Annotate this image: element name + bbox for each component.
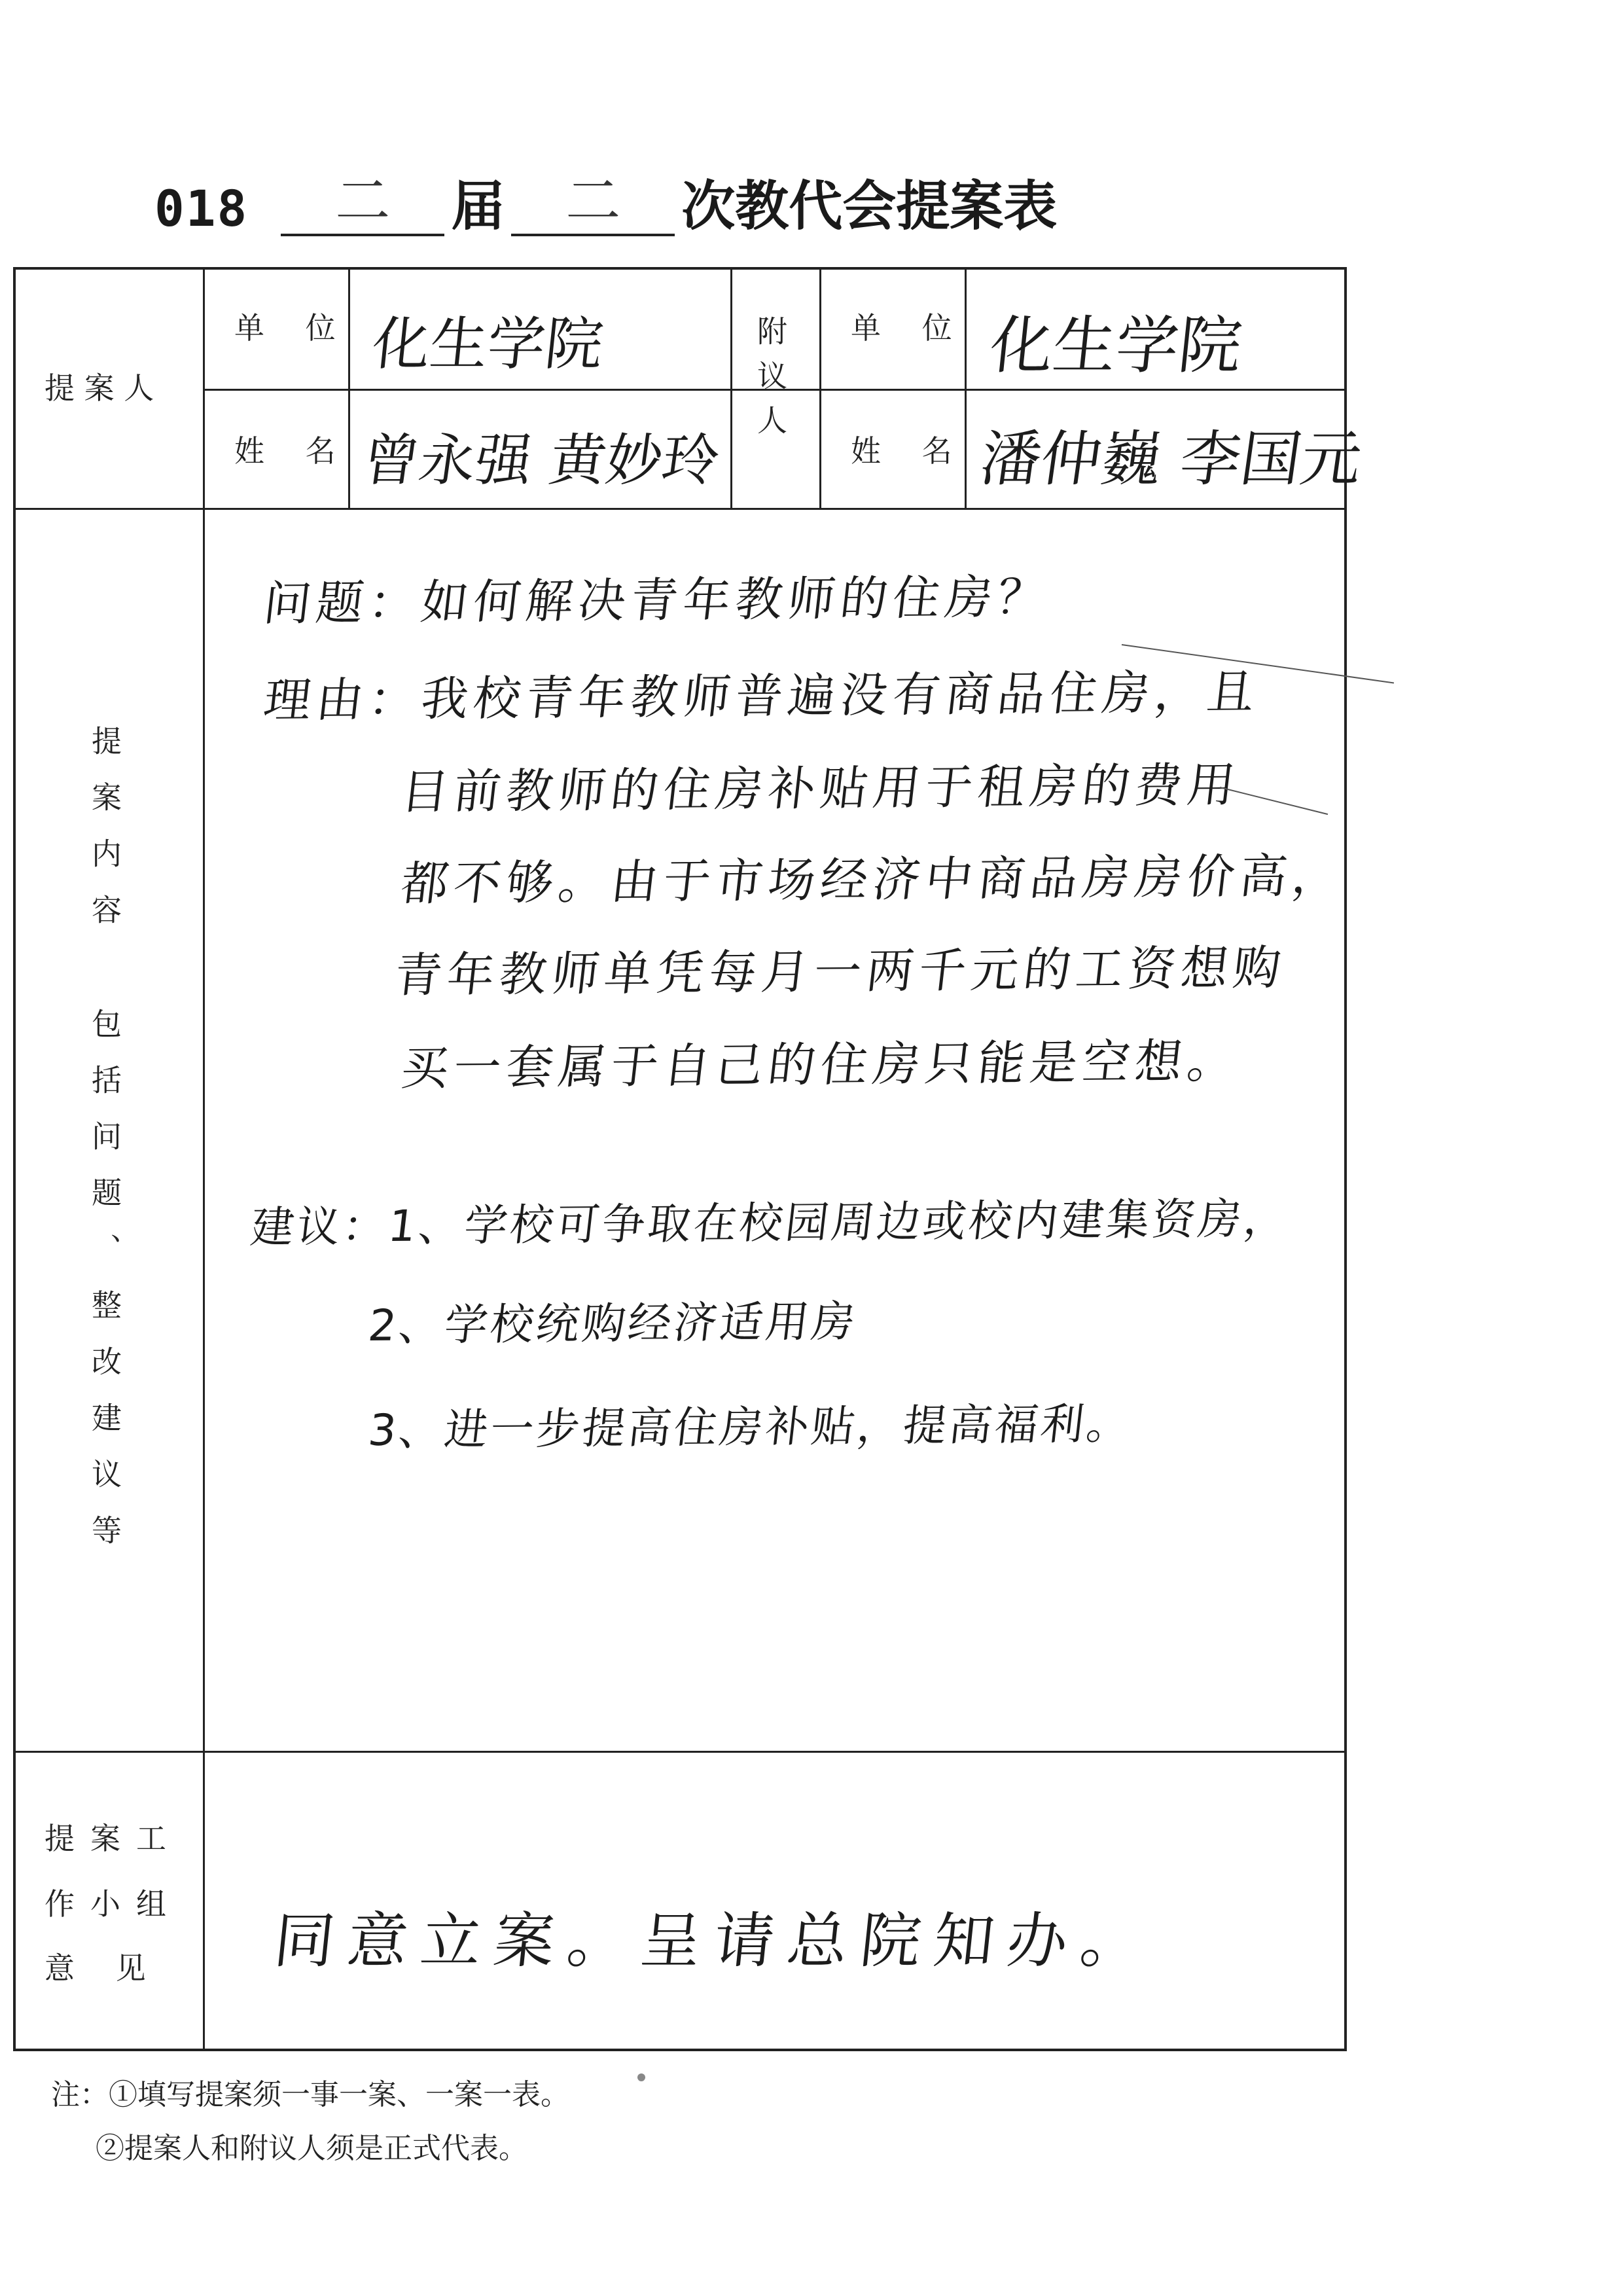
content-label-top: 提案内容 (87, 725, 122, 950)
session-number-field[interactable]: 二 (281, 168, 444, 236)
proposer-label-divider (348, 270, 350, 508)
proposer-unit-value[interactable]: 化生学院 (368, 310, 607, 378)
seconder-name-value[interactable]: 潘仲巍 李国元 (976, 424, 1366, 494)
form-title-text: 次教代会提案表 (681, 175, 1058, 238)
committee-label-row1: 提案工 (45, 1821, 182, 1856)
footnote-2: ②提案人和附议人须是正式代表。 (96, 2132, 527, 2165)
seconder-unit-label: 单 位 (851, 310, 968, 346)
proposer-value-divider (730, 270, 732, 508)
content-line-suggestion-1: 建议：1、学校可争取在校园周边或校内建集资房， (247, 1193, 1293, 1253)
content-section-label (87, 725, 129, 950)
content-line-reason-3: 都不够。由于市场经济中商品房房价高， (398, 848, 1348, 911)
content-line-reason-2: 目前教师的住房补贴用于租房的费用 (398, 757, 1243, 819)
seconder-label-left-divider (819, 270, 821, 508)
meeting-number-field[interactable]: 二 (511, 168, 675, 236)
serial-number: 018 (154, 179, 249, 238)
proposer-row-label: 提 案 人 (45, 370, 154, 406)
committee-opinion[interactable]: 同意立案。呈请总院知办。 (270, 1906, 1158, 1976)
seconder-label-right-divider (965, 270, 967, 508)
proposer-name-label: 姓 名 (234, 433, 351, 469)
content-label-bottom: 包括问题、整改建议等 (87, 1008, 122, 1571)
seconder-name-label: 姓 名 (851, 433, 968, 469)
content-line-suggestion-3: 3、进一步提高住房补贴，提高福利。 (365, 1398, 1135, 1456)
seconder-row-label (755, 315, 794, 449)
row-divider-header-content (16, 508, 1347, 510)
content-line-suggestion-2: 2、学校统购经济适用房 (365, 1296, 861, 1351)
proposal-table (13, 267, 1366, 2051)
content-line-reason-5: 买一套属于自己的住房只能是空想。 (398, 1033, 1243, 1096)
seconder-unit-value[interactable]: 化生学院 (986, 309, 1246, 382)
content-line-reason-1: 理由：我校青年教师普遍没有商品住房，且 (260, 664, 1263, 728)
proposer-unit-label: 单 位 (234, 310, 351, 346)
scan-speck (637, 2073, 645, 2081)
committee-label-row3: 意 见 (45, 1950, 162, 1986)
footnote-1: 注：①填写提案须一事一案、一案一表。 (51, 2078, 569, 2111)
form-title (154, 167, 1063, 245)
committee-label-row2: 作小组 (45, 1886, 182, 1922)
label-column-divider (203, 270, 205, 2051)
seconder-row-label-text: 附议人 (753, 315, 788, 449)
content-line-reason-4: 青年教师单凭每月一两千元的工资想购 (391, 940, 1289, 1003)
session-word: 届 (451, 175, 505, 238)
proposer-name-value[interactable]: 曾永强 黄妙玲 (358, 428, 724, 493)
content-line-question: 问题：如何解决青年教师的住房？ (260, 569, 1054, 631)
content-section-sublabel (87, 1008, 129, 1571)
row-divider-content-committee (16, 1751, 1347, 1753)
